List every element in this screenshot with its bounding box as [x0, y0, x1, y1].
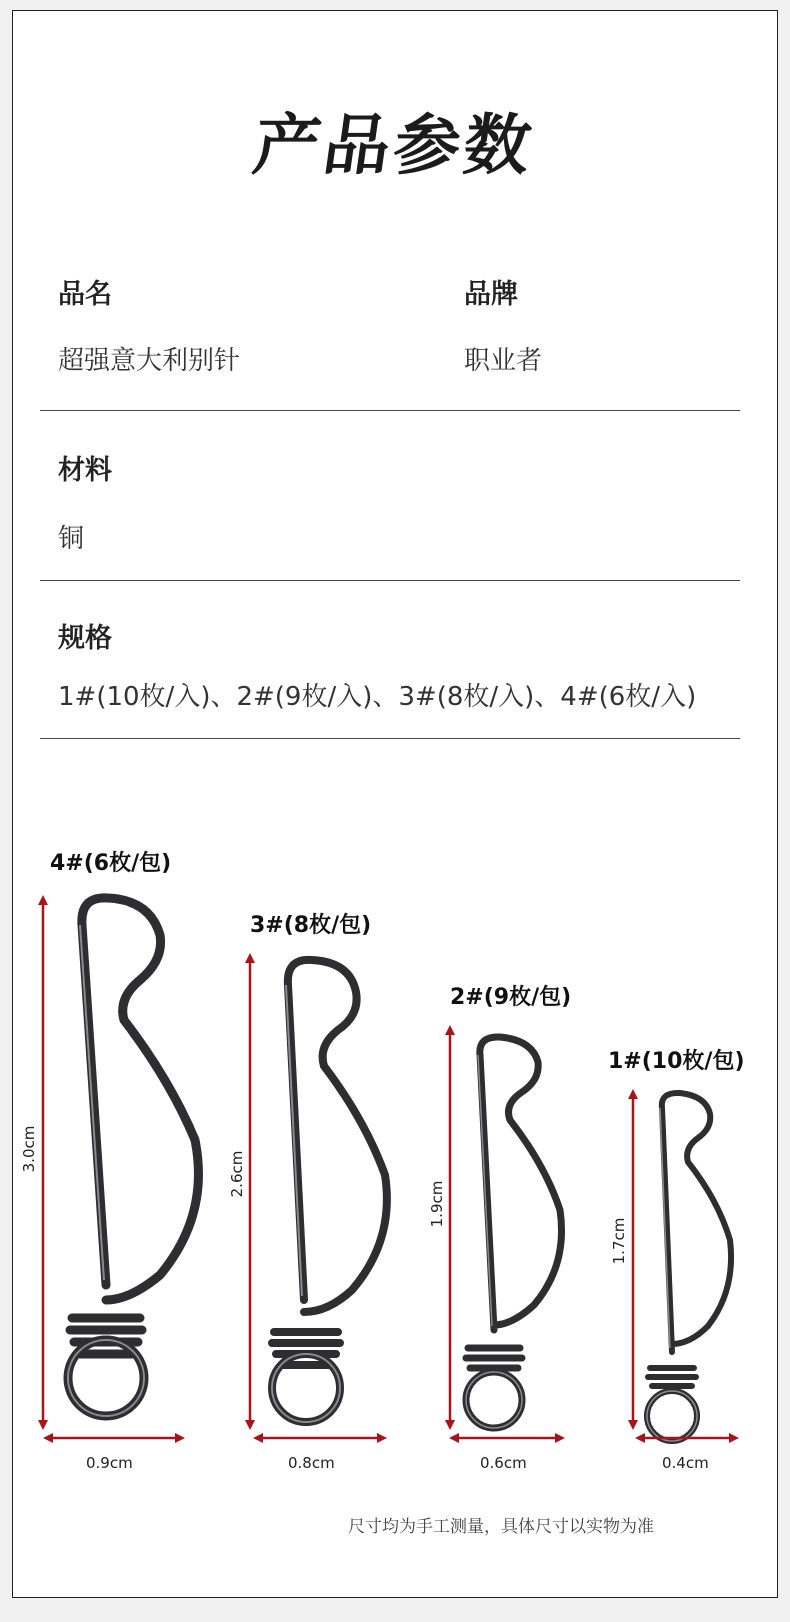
material-value: 铜	[58, 524, 85, 554]
brand-label: 品牌	[464, 279, 518, 310]
pin-size-2	[466, 1037, 562, 1428]
size-title-1: 1#(10枚/包)	[608, 1049, 745, 1074]
spec-label: 规格	[58, 623, 112, 654]
height-label-1: 1.7cm	[610, 1217, 628, 1265]
width-label-4: 0.9cm	[86, 1454, 133, 1472]
width-label-3: 0.8cm	[288, 1454, 335, 1472]
pin-size-1	[647, 1093, 731, 1441]
size-title-3: 3#(8枚/包)	[250, 913, 372, 938]
width-label-2: 0.6cm	[480, 1454, 527, 1472]
pin-size-3	[272, 960, 387, 1422]
page-title: 产品参数	[248, 107, 540, 184]
height-label-2: 1.9cm	[428, 1180, 446, 1228]
spec-value: 1#(10枚/入)、2#(9枚/入)、3#(8枚/入)、4#(6枚/入)	[58, 682, 697, 712]
width-label-1: 0.4cm	[662, 1454, 709, 1472]
pin-size-4	[68, 898, 198, 1416]
name-value: 超强意大利别针	[58, 346, 241, 376]
height-label-3: 2.6cm	[228, 1150, 246, 1198]
size-title-4: 4#(6枚/包)	[50, 851, 172, 876]
material-label: 材料	[58, 455, 112, 486]
name-label: 品名	[58, 279, 112, 310]
size-title-2: 2#(9枚/包)	[450, 985, 572, 1010]
height-label-4: 3.0cm	[20, 1125, 38, 1173]
brand-value: 职业者	[464, 346, 543, 376]
measurement-note: 尺寸均为手工测量，具体尺寸以实物为准	[348, 1517, 654, 1537]
